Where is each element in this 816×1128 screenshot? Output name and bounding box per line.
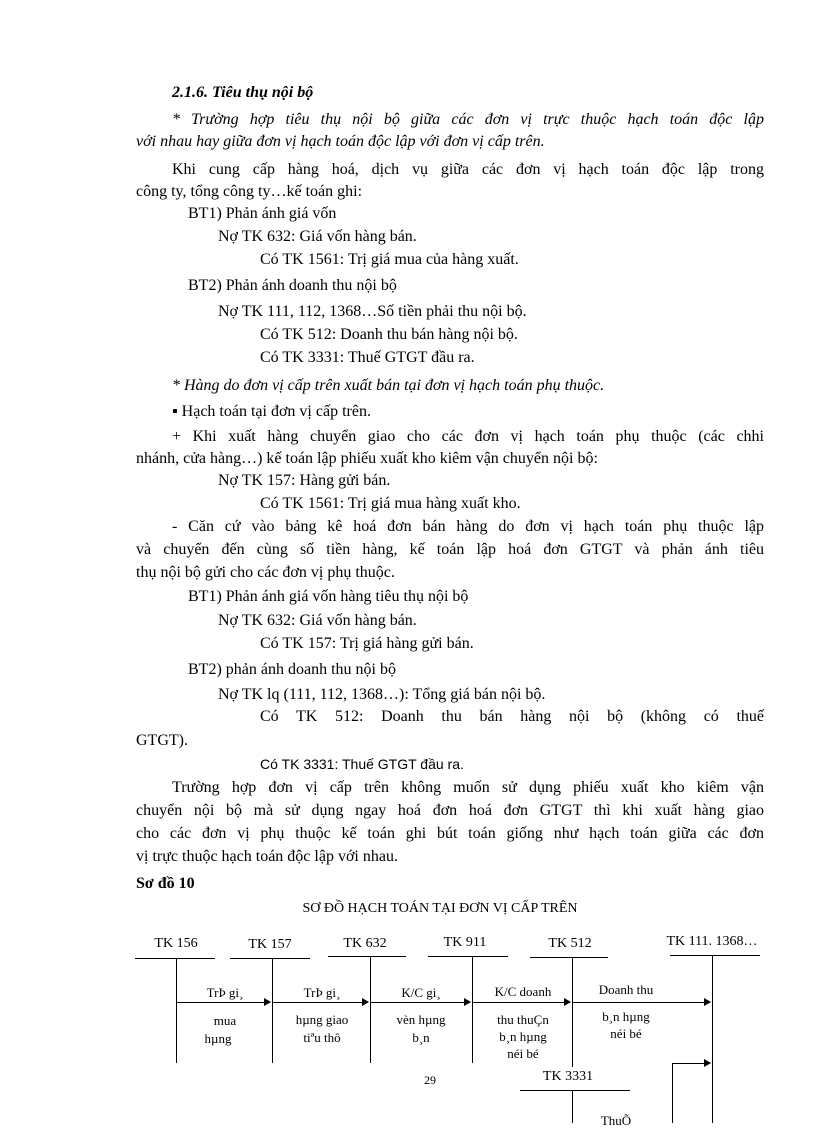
t-account-line [670, 955, 760, 956]
account-label: TK 911 [443, 935, 487, 950]
entry-bt2: BT2) Phản ánh doanh thu nội bộ [188, 277, 397, 294]
flow-arrow [672, 1063, 710, 1064]
para3-line-1: - Căn cứ vào bảng kê hoá đơn bán hàng do đơn vị hạch toán phụ thuộc lập [172, 518, 764, 535]
para2-line-1: + Khi xuất hàng chuyển giao cho các đơn vị hạch toán phụ thuộc (các chhi [172, 428, 764, 445]
account-label: TK 111. 1368… [666, 934, 758, 949]
t-account-line [230, 958, 310, 959]
entry-credit: Có TK 1561: Trị giá mua của hàng xuất. [260, 251, 519, 268]
flow-arrow [273, 1002, 368, 1003]
flow-arrow [371, 1002, 470, 1003]
para1-line-2: công ty, tổng công ty…kế toán ghi: [136, 183, 363, 200]
arrow-label: ThuÕ [600, 1113, 632, 1128]
entry-credit-tax: Có TK 3331: Thuế GTGT đầu ra. [260, 756, 464, 772]
entry-debit: Nợ TK 111, 112, 1368…Số tiền phải thu nội bộ. [218, 303, 527, 320]
arrow-sublabel: b¸n hµng [602, 1009, 650, 1024]
t-account-line [328, 956, 406, 957]
diagram-label: Sơ đồ 10 [136, 875, 195, 892]
entry-bt2: BT2) phản ánh doanh thu nội bộ [188, 661, 396, 678]
para1-line-1: Khi cung cấp hàng hoá, dịch vụ giữa các đơn vị hạch toán độc lập trong [172, 161, 764, 178]
arrow-sublabel: mua [213, 1013, 237, 1028]
arrow-sublabel: néi bé [610, 1026, 642, 1041]
arrow-sublabel: néi bé [507, 1046, 539, 1061]
intro-italic-line-1: * Trường hợp tiêu thụ nội bộ giữa các đơn vị trực thuộc hạch toán độc lập [172, 111, 764, 128]
connector-line [672, 1063, 673, 1123]
entry-debit: Nợ TK 632: Giá vốn hàng bán. [218, 612, 417, 629]
page-number: 29 [424, 1073, 436, 1087]
t-account-stem [370, 956, 371, 1063]
account-label: TK 157 [248, 937, 292, 952]
arrow-sublabel: vèn hµng [396, 1012, 446, 1027]
arrow-sublabel: hµng giao [295, 1012, 349, 1027]
flow-arrow [177, 1002, 270, 1003]
intro-italic-2: * Hàng do đơn vị cấp trên xuất bán tại đơn vị hạch toán phụ thuộc. [172, 377, 605, 394]
flow-arrow [573, 1002, 710, 1003]
t-account-stem [176, 958, 177, 1063]
arrow-sublabel: b¸n hµng [499, 1029, 547, 1044]
t-account-line [530, 957, 608, 958]
t-account-line [428, 956, 508, 957]
t-account-line [135, 958, 215, 959]
para4-line-3: cho các đơn vị phụ thuộc kế toán ghi bút toán giống như hạch toán giữa các đơn [136, 825, 764, 842]
arrow-label: TrÞ gi¸ [303, 985, 341, 1000]
t-account-stem [572, 957, 573, 1067]
entry-debit: Nợ TK 157: Hàng gửi bán. [218, 472, 391, 489]
diagram-title: SƠ ĐỒ HẠCH TOÁN TẠI ĐƠN VỊ CẤP TRÊN [302, 901, 578, 916]
arrow-sublabel: hµng [204, 1031, 232, 1046]
para3-line-3: thụ nội bộ gửi cho các đơn vị phụ thuộc. [136, 564, 395, 581]
entry-credit: Có TK 157: Trị giá hàng gửi bán. [260, 635, 474, 652]
arrow-sublabel: tiªu thô [303, 1030, 341, 1045]
arrow-label: Doanh thu [598, 982, 654, 997]
t-account-stem [712, 955, 713, 1123]
entry-credit: Có TK 512: Doanh thu bán hàng nội bộ. [260, 326, 518, 343]
t-account-stem [472, 956, 473, 1063]
account-label: TK 632 [343, 936, 387, 951]
para2-line-2: nhánh, cửa hàng…) kế toán lập phiếu xuất kho kiêm vận chuyển nội bộ: [136, 450, 598, 467]
t-account-stem [272, 958, 273, 1063]
account-label: TK 156 [154, 936, 198, 951]
t-account-line [520, 1090, 630, 1091]
entry-debit: Nợ TK 632: Giá vốn hàng bán. [218, 228, 417, 245]
flow-arrow [473, 1002, 570, 1003]
t-account-stem [572, 1090, 573, 1123]
para4-line-4: vị trực thuộc hạch toán độc lập với nhau. [136, 848, 398, 865]
entry-debit: Nợ TK lq (111, 112, 1368…): Tổng giá bán nội bộ. [218, 686, 546, 703]
arrow-label: K/C gi¸ [401, 985, 441, 1000]
para3-line-2: và chuyển đến cùng số tiền hàng, kế toán lập hoá đơn GTGT và phản ánh tiêu [136, 541, 764, 558]
arrow-label: TrÞ gi¸ [206, 985, 244, 1000]
intro-italic-line-2: với nhau hay giữa đơn vị hạch toán độc lập với đơn vị cấp trên. [136, 133, 545, 150]
section-title: 2.1.6. Tiêu thụ nội bộ [172, 84, 314, 101]
entry-bt1: BT1) Phản ánh giá vốn hàng tiêu thụ nội bộ [188, 588, 469, 605]
arrow-sublabel: b¸n [412, 1030, 430, 1045]
bullet-heading: ▪ Hạch toán tại đơn vị cấp trên. [172, 403, 371, 420]
entry-bt1: BT1) Phản ánh giá vốn [188, 205, 337, 222]
account-label: TK 512 [548, 936, 592, 951]
entry-credit: Có TK 3331: Thuế GTGT đầu ra. [260, 349, 475, 366]
entry-credit: Có TK 512: Doanh thu bán hàng nội bộ (không có thuế [260, 708, 764, 725]
arrow-sublabel: thu thuÇn [497, 1012, 549, 1027]
para4-line-2: chuyển nội bộ mà sử dụng ngay hoá đơn hoá đơn GTGT thì khi xuất hàng giao [136, 802, 764, 819]
para4-line-1: Trường hợp đơn vị cấp trên không muốn sử dụng phiếu xuất kho kiêm vận [172, 779, 764, 796]
entry-credit: Có TK 1561: Trị giá mua hàng xuất kho. [260, 495, 521, 512]
arrow-label: K/C doanh [494, 984, 552, 999]
account-label: TK 3331 [542, 1069, 594, 1084]
entry-credit-cont: GTGT). [136, 732, 188, 749]
